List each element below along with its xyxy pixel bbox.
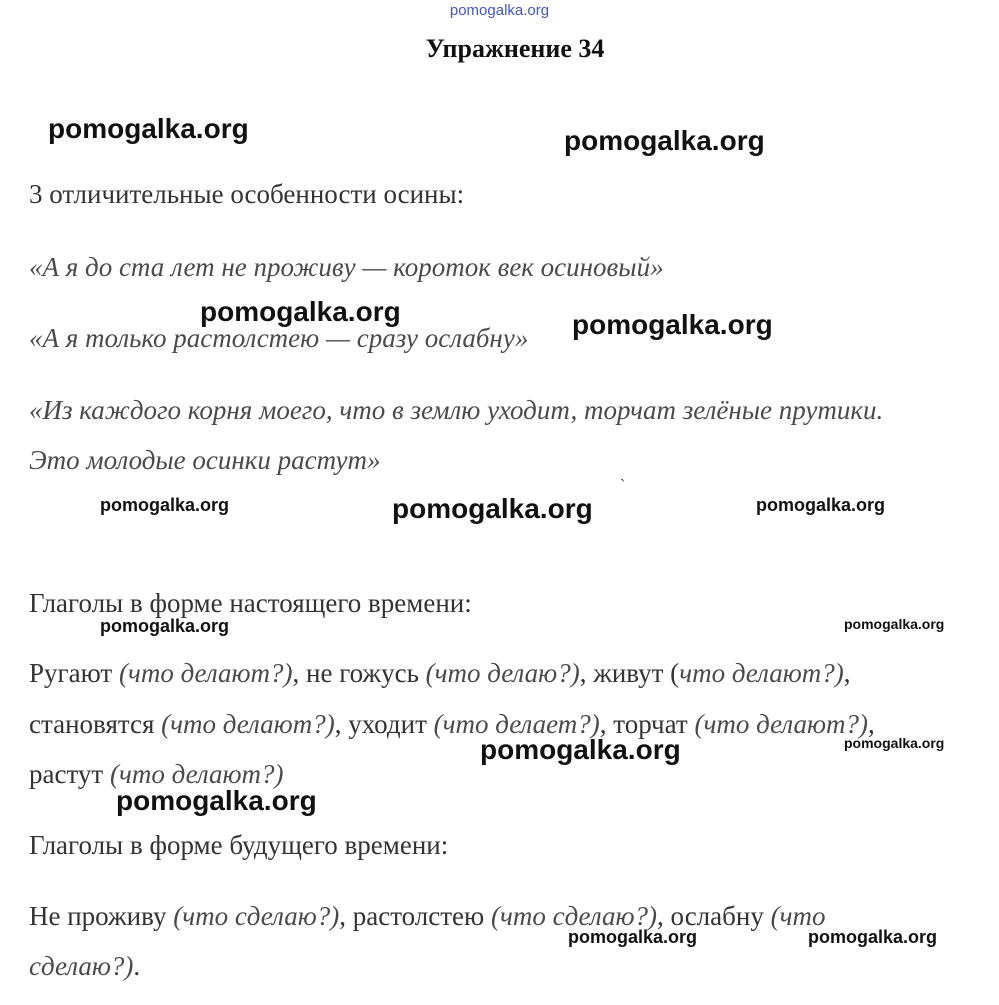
watermark: pomogalka.org [200, 296, 401, 327]
question-annotation: (что сделаю?) [490, 901, 658, 931]
question-annotation: (что делают?) [118, 658, 293, 688]
watermark: pomogalka.org [100, 616, 230, 636]
question-annotation: что делают?) [679, 658, 844, 688]
verb-text: , растолстею [339, 901, 491, 931]
aspen-heading: 3 отличительные особенности осины: [29, 179, 465, 209]
watermark: pomogalka.org [48, 113, 249, 144]
verb-text: , торчат [599, 709, 695, 739]
watermark: pomogalka.org [100, 495, 230, 515]
quote-line: «А я до ста лет не проживу — короток век осиновый» [29, 252, 664, 282]
verb-text: Ругают [29, 658, 119, 688]
watermark: pomogalka.org [480, 734, 681, 765]
watermark: pomogalka.org [756, 495, 886, 515]
verb-text: , не гожусь [292, 658, 426, 688]
watermark: pomogalka.org [116, 785, 317, 816]
verb-text: , [868, 709, 875, 739]
verb-text: растут [29, 759, 110, 789]
watermark: pomogalka.org [572, 309, 773, 340]
verb-text: , живут ( [579, 658, 680, 688]
future-heading: Глаголы в форме будущего времени: [29, 830, 449, 860]
verb-text: Не проживу [29, 901, 174, 931]
verb-text: , [843, 658, 851, 688]
question-annotation: (что [770, 901, 826, 931]
question-annotation: (что делают?) [109, 759, 284, 789]
verb-text: , уходит [334, 709, 434, 739]
question-annotation: (что делают?) [694, 709, 869, 739]
scan-speck: ` [620, 477, 626, 494]
watermark: pomogalka.org [844, 616, 945, 632]
watermark: pomogalka.org [392, 493, 593, 524]
future-line [29, 899, 825, 933]
question-annotation: (что делает?) [433, 709, 600, 739]
future-line [29, 949, 140, 983]
verb-text: . [133, 951, 141, 981]
watermark: pomogalka.org [564, 125, 765, 156]
present-line [29, 707, 875, 741]
question-annotation: (что делаю?) [425, 658, 580, 688]
present-line [29, 656, 851, 690]
quote-line: «Из каждого корня моего, что в землю уходит, торчат зелёные прутики. [29, 395, 884, 425]
present-heading: Глаголы в форме настоящего времени: [29, 588, 472, 618]
question-annotation: (что сделаю?) [173, 901, 340, 931]
question-annotation: сделаю?) [29, 951, 134, 981]
watermark: pomogalka.org [808, 927, 938, 947]
watermark: pomogalka.org [568, 927, 698, 947]
verb-text: становятся [29, 709, 162, 739]
question-annotation: (что делают?) [161, 709, 335, 739]
exercise-title: Упражнение 34 [425, 34, 605, 63]
verb-text: , ослабну [657, 901, 771, 931]
quote-line: Это молодые осинки растут» [29, 445, 381, 475]
quote-line: «А я только растолстею — сразу ослабну» [29, 323, 529, 353]
watermark: pomogalka.org [844, 735, 945, 751]
site-header-link[interactable]: pomogalka.org [449, 2, 550, 19]
